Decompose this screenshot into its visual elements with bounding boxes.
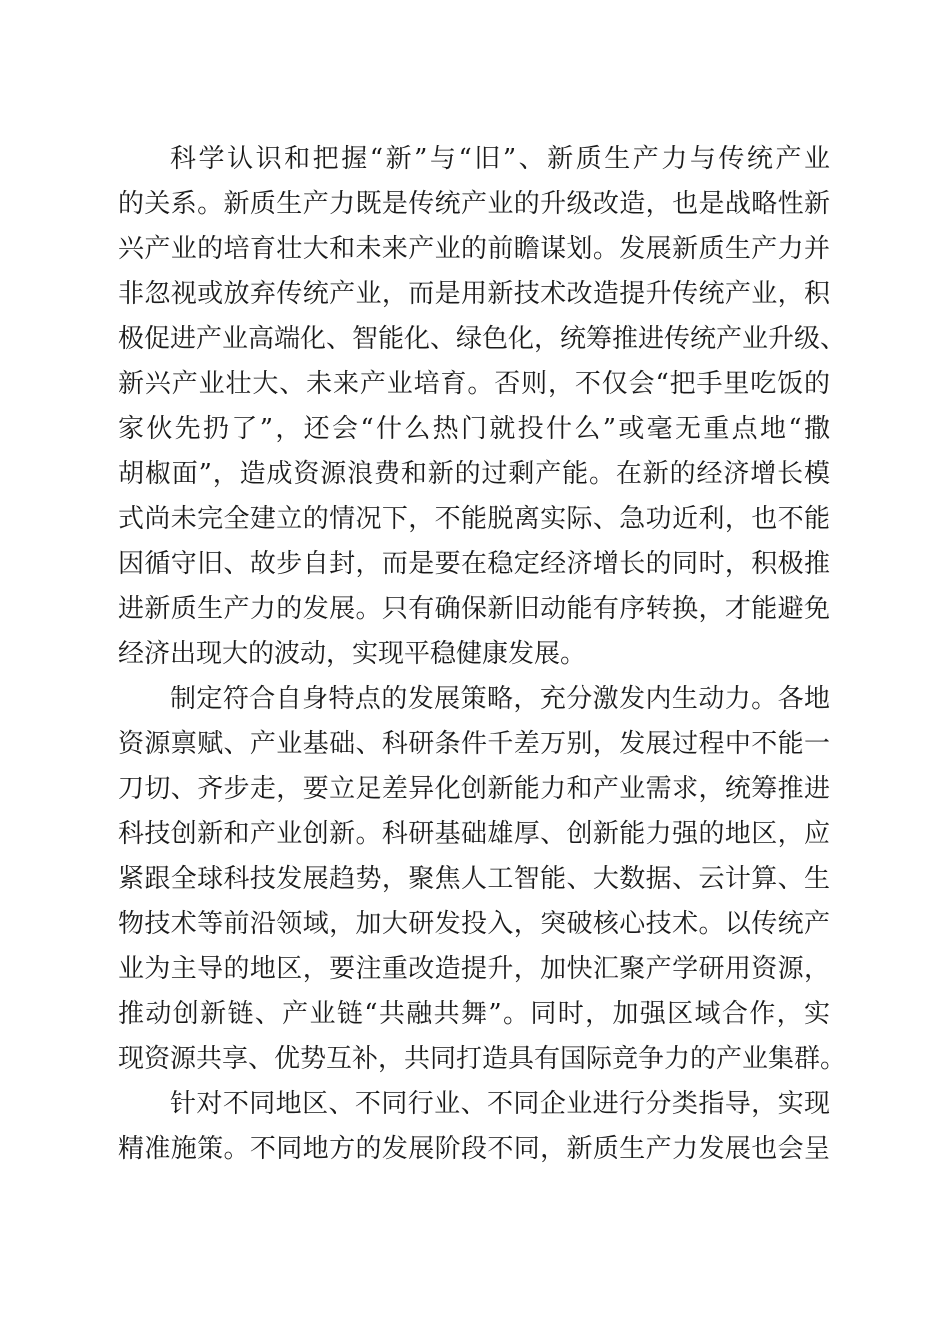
paragraph-line: 科学认识和把握“新”与“旧”、新质生产力与传统产业 — [170, 144, 830, 174]
paragraph-line: 极促进产业高端化、智能化、绿色化，统筹推进传统产业升级、 — [118, 324, 847, 354]
paragraph-line: 刀切、齐步走，要立足差异化创新能力和产业需求，统筹推进 — [118, 774, 830, 804]
paragraph-line: 新兴产业壮大、未来产业培育。否则，不仅会“把手里吃饭的 — [118, 369, 830, 399]
paragraph-line: 资源禀赋、产业基础、科研条件千差万别，发展过程中不能一 — [118, 729, 830, 759]
paragraph-line: 制定符合自身特点的发展策略，充分激发内生动力。各地 — [170, 684, 830, 714]
paragraph-line: 针对不同地区、不同行业、不同企业进行分类指导，实现 — [170, 1089, 830, 1119]
paragraph-line: 精准施策。不同地方的发展阶段不同，新质生产力发展也会呈 — [118, 1134, 830, 1164]
paragraph-line: 经济出现大的波动，实现平稳健康发展。 — [118, 639, 587, 669]
paragraph-line: 式尚未完全建立的情况下，不能脱离实际、急功近利，也不能 — [118, 504, 830, 534]
paragraph-line: 进新质生产力的发展。只有确保新旧动能有序转换，才能避免 — [118, 594, 830, 624]
paragraph-line: 非忽视或放弃传统产业，而是用新技术改造提升传统产业，积 — [118, 279, 830, 309]
paragraph-2 — [118, 677, 847, 1082]
paragraph-line: 科技创新和产业创新。科研基础雄厚、创新能力强的地区，应 — [118, 819, 830, 849]
paragraph-line: 物技术等前沿领域，加大研发投入，突破核心技术。以传统产 — [118, 909, 830, 939]
paragraph-line: 推动创新链、产业链“共融共舞”。同时，加强区域合作，实 — [118, 999, 830, 1029]
paragraph-line: 因循守旧、故步自封，而是要在稳定经济增长的同时，积极推 — [118, 549, 830, 579]
paragraph-line: 胡椒面”，造成资源浪费和新的过剩产能。在新的经济增长模 — [118, 459, 830, 489]
paragraph-line: 现资源共享、优势互补，共同打造具有国际竞争力的产业集群。 — [118, 1044, 847, 1074]
document-body — [118, 137, 847, 1172]
paragraph-3 — [118, 1082, 830, 1172]
paragraph-line: 的关系。新质生产力既是传统产业的升级改造，也是战略性新 — [118, 189, 830, 219]
paragraph-line: 兴产业的培育壮大和未来产业的前瞻谋划。发展新质生产力并 — [118, 234, 830, 264]
paragraph-line: 紧跟全球科技发展趋势，聚焦人工智能、大数据、云计算、生 — [118, 864, 830, 894]
paragraph-line: 业为主导的地区，要注重改造提升，加快汇聚产学研用资源， — [118, 954, 830, 984]
paragraph-line: 家伙先扔了”，还会“什么热门就投什么”或毫无重点地“撒 — [118, 414, 830, 444]
paragraph-1 — [118, 137, 847, 677]
